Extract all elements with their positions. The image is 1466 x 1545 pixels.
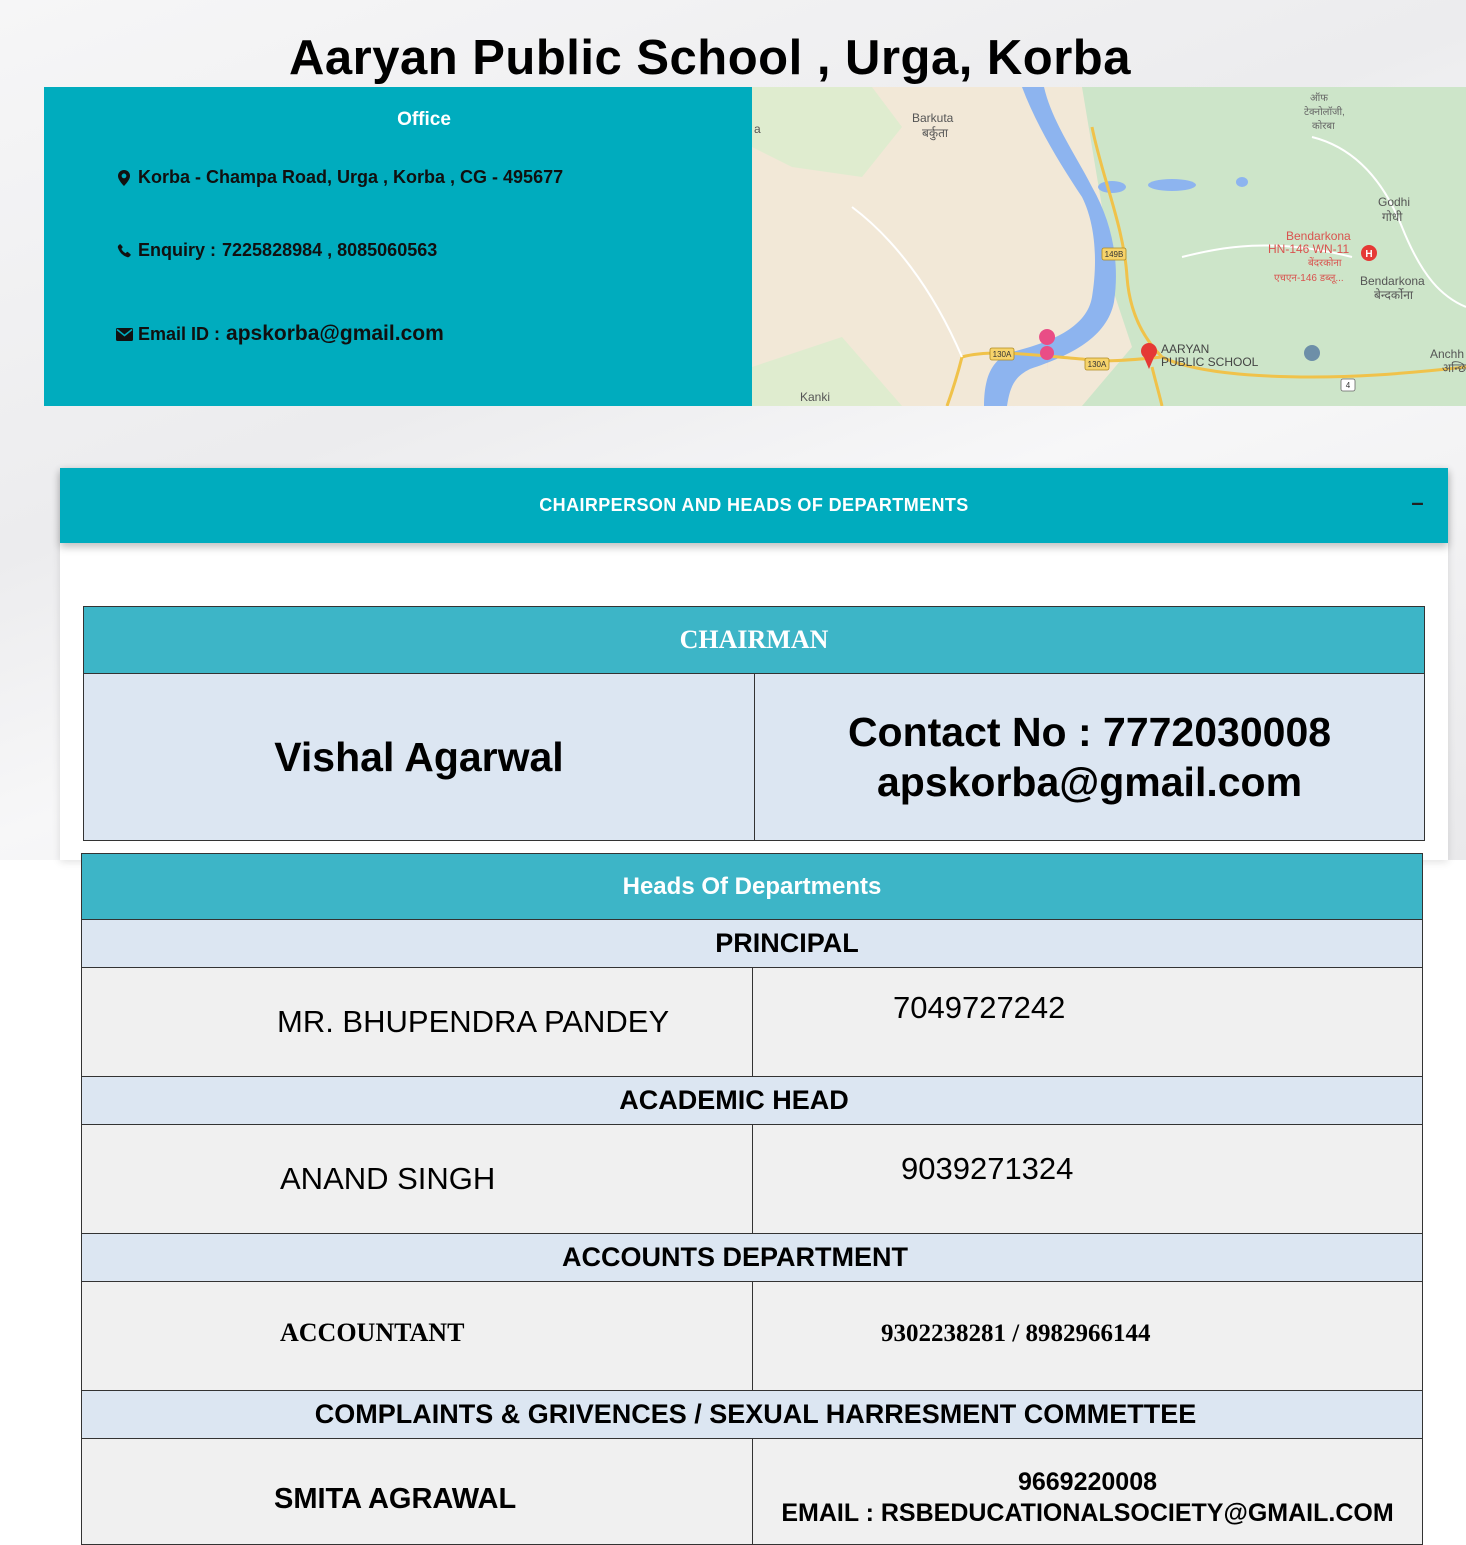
road-149b-label: 149B: [1104, 250, 1124, 259]
map-label-top-hi3: कोरबा: [1312, 121, 1335, 132]
chairman-name-cell: [84, 674, 755, 841]
email-label: Email ID :: [138, 323, 221, 344]
office-contact-card: [44, 87, 752, 406]
section-title-academic-head: ACADEMIC HEAD: [82, 1077, 1423, 1125]
section-title-accounts: ACCOUNTS DEPARTMENT: [82, 1234, 1423, 1282]
map-label-hospital: Bendarkona: [1286, 229, 1351, 243]
map-label-godhi-hi: गोधी: [1382, 210, 1403, 224]
envelope-icon: [114, 328, 134, 341]
accordion-title: CHAIRPERSON AND HEADS OF DEPARTMENTS: [539, 495, 969, 515]
section-title-complaints: COMPLAINTS & GRIVENCES / SEXUAL HARRESMENT COMMETTEE: [82, 1391, 1423, 1439]
accountant-name: ACCOUNTANT: [280, 1318, 465, 1347]
map-label-hn146-hi: एचएन-146 डब्लू...: [1274, 273, 1344, 284]
academic-head-name-cell: [82, 1125, 753, 1234]
map-label-barkuta: Barkuta: [912, 111, 954, 125]
phone-icon: [114, 243, 134, 258]
office-email[interactable]: apskorba@gmail.com: [226, 322, 444, 345]
road-130a-label: 130A: [1087, 360, 1107, 369]
page-title: Aaryan Public School , Urga, Korba: [288, 31, 1131, 85]
chairman-table-header: [84, 607, 1425, 674]
committee-contact-cell: [753, 1439, 1423, 1545]
hospital-marker-letter: H: [1365, 249, 1373, 260]
map-label-hn146: HN-146 WN-11: [1268, 242, 1350, 256]
chairman-email[interactable]: apskorba@gmail.com: [876, 759, 1303, 805]
principal-contact: 7049727242: [893, 990, 1066, 1025]
map-label-top-hi2: टेक्नोलॉजी,: [1304, 107, 1345, 118]
map-label-school-line2: PUBLIC SCHOOL: [1161, 355, 1259, 369]
hods-heading: Heads Of Departments: [622, 872, 882, 900]
map-label-anch-hi: अन्छि: [1442, 361, 1466, 375]
map-pin-icon: [114, 170, 134, 186]
office-email-row: [114, 322, 444, 346]
academic-head-contact-cell: [753, 1125, 1423, 1234]
map-label-godhi: Godhi: [1378, 195, 1411, 209]
office-heading: Office: [397, 109, 451, 130]
enquiry-numbers[interactable]: 7225828984 , 8085060563: [222, 240, 438, 260]
principal-name-cell: [82, 968, 753, 1077]
accordion-header[interactable]: [60, 468, 1448, 543]
committee-email[interactable]: EMAIL : RSBEDUCATIONALSOCIETY@GMAIL.COM: [781, 1499, 1394, 1527]
map-label-anch: Anchh: [1430, 347, 1465, 361]
chairman-heading: CHAIRMAN: [679, 625, 829, 654]
section-title-principal: PRINCIPAL: [82, 920, 1423, 968]
collapse-toggle-icon[interactable]: –: [1411, 490, 1424, 515]
map-label-kanki: Kanki: [800, 390, 831, 404]
map-label-top-hi1: ऑफ: [1310, 93, 1328, 104]
road-130a-label: 130A: [992, 350, 1012, 359]
map-label-school-line1: AARYAN: [1161, 342, 1210, 356]
office-address: Korba - Champa Road, Urga , Korba , CG - 495677: [138, 167, 564, 187]
accountant-contact: 9302238281 / 8982966144: [881, 1320, 1151, 1347]
principal-name: MR. BHUPENDRA PANDEY: [277, 1004, 670, 1039]
map-label-bendarkona: Bendarkona: [1360, 274, 1425, 288]
office-enquiry-row: [114, 240, 437, 261]
committee-member-name-cell: [82, 1439, 753, 1545]
map-label-hn146-hi-small: बेंदरकोना: [1308, 258, 1342, 269]
academic-head-name: ANAND SINGH: [280, 1161, 496, 1196]
accountant-name-cell: [82, 1282, 753, 1391]
road-4-label: 4: [1345, 381, 1351, 390]
accountant-contact-cell: [753, 1282, 1423, 1391]
chairman-table: [83, 606, 1425, 841]
landmark-marker-icon[interactable]: [1304, 345, 1320, 361]
map-label-barkuta-hi: बर्कुता: [922, 126, 949, 140]
lake: [1148, 179, 1196, 191]
lake: [1098, 181, 1126, 193]
hods-table-header: [82, 854, 1423, 920]
committee-contact: 9669220008: [1017, 1468, 1158, 1496]
map-label-bendarkona-hi: बेन्दर्कोना: [1374, 288, 1414, 302]
lake: [1236, 177, 1248, 187]
hods-table: [81, 853, 1423, 1545]
principal-contact-cell: [753, 968, 1423, 1077]
enquiry-label: Enquiry :: [138, 240, 217, 260]
location-map[interactable]: [752, 87, 1466, 406]
map-label-edge: a: [754, 122, 761, 136]
chairman-contact: Contact No : 7772030008: [847, 709, 1332, 755]
committee-member-name: SMITA AGRAWAL: [274, 1483, 517, 1515]
office-address-row: [114, 167, 563, 188]
place-marker-icon[interactable]: [1040, 346, 1054, 360]
chairman-contact-cell: [755, 674, 1425, 841]
academic-head-contact: 9039271324: [901, 1151, 1074, 1186]
chairman-name: Vishal Agarwal: [274, 733, 564, 780]
